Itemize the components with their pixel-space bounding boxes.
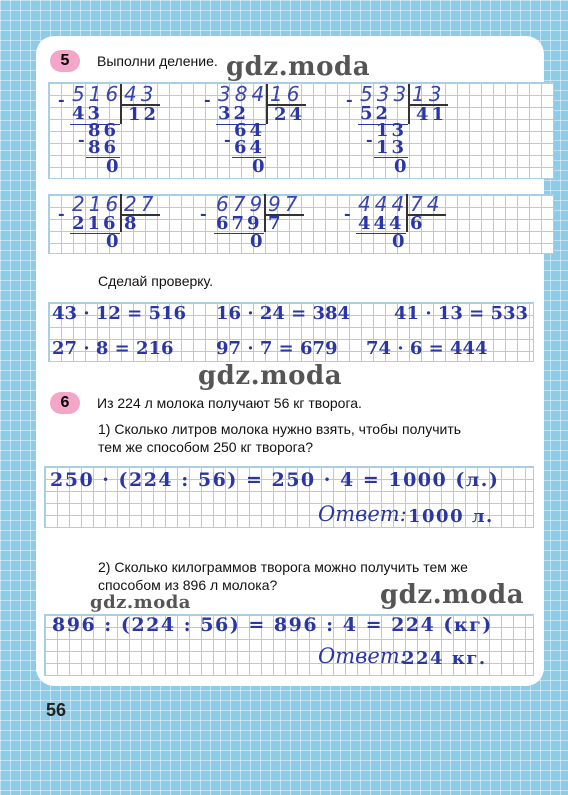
division-3-step2: 13 — [376, 120, 408, 141]
division-2-dividend: 384 — [218, 82, 269, 106]
division-1-divisor: 43 — [124, 82, 158, 106]
division-5-divisor: 97 — [268, 192, 302, 216]
division-6-step1: 444 — [358, 213, 405, 234]
division-6-divisor: 74 — [410, 192, 444, 216]
task-6-question-1-line-1: 1) Сколько литров молока нужно взять, чтобы получить — [98, 421, 462, 437]
page-number: 56 — [46, 700, 67, 720]
division-2-divisor: 16 — [270, 82, 304, 106]
task-5-title: Выполни деление. — [97, 53, 218, 69]
solution-2: 896 : (224 : 56) = 896 : 4 = 224 (кг) — [52, 614, 493, 636]
division-1-quotient: 12 — [128, 104, 160, 125]
task-6-question-1-line-2: тем же способом 250 кг творога? — [98, 439, 314, 455]
division-4-bar — [120, 194, 122, 232]
division-2-step3: 64 — [234, 137, 266, 158]
division-2-step1: 32 — [218, 103, 250, 124]
division-6-quotient: 6 — [410, 213, 423, 234]
division-6-minus: - — [344, 204, 351, 223]
check-5: 97 · 7 = 679 — [216, 338, 338, 359]
answer-1-label: Ответ: — [318, 502, 407, 526]
division-6-remainder: 0 — [392, 231, 405, 252]
division-5-remainder: 0 — [250, 231, 263, 252]
division-4-step1: 216 — [72, 213, 119, 234]
division-6-bar — [406, 194, 408, 232]
division-3-divisor: 13 — [412, 82, 446, 106]
watermark-4: gdz.moda — [380, 580, 525, 610]
division-4-minus: - — [58, 204, 65, 223]
check-4: 27 · 8 = 216 — [52, 338, 174, 359]
check-2: 16 · 24 = 384 — [216, 303, 351, 324]
division-2-step2: 64 — [234, 120, 266, 141]
division-1-minus-2: - — [78, 130, 85, 149]
division-2-minus: - — [204, 90, 211, 109]
division-1-step3: 86 — [88, 137, 120, 158]
check-6: 74 · 6 = 444 — [366, 338, 488, 359]
division-5-bar — [264, 194, 266, 232]
division-6-dividend: 444 — [358, 192, 409, 216]
division-5-step1: 679 — [216, 213, 263, 234]
division-1-step2: 86 — [88, 120, 120, 141]
answer-2-label: Ответ: — [318, 644, 407, 668]
division-3-dividend: 533 — [360, 82, 411, 106]
division-3-quotient: 41 — [416, 104, 448, 125]
division-3-step1: 52 — [360, 103, 392, 124]
watermark-2: gdz.moda — [198, 361, 343, 391]
division-4-divisor: 27 — [124, 192, 158, 216]
task-6-question-2-line-2: способом из 896 л молока? — [98, 577, 278, 593]
task-6-badge: 6 — [50, 392, 80, 414]
division-5-quotient: 7 — [268, 213, 281, 234]
division-3-minus-2: - — [366, 130, 373, 149]
division-4-quotient: 8 — [124, 213, 137, 234]
division-4-dividend: 216 — [72, 192, 123, 216]
division-1-step1: 43 — [72, 103, 104, 124]
division-1-dividend: 516 — [72, 82, 123, 106]
division-3-remainder: 0 — [394, 156, 407, 177]
watermark-3: gdz.moda — [90, 592, 191, 613]
task-6-intro: Из 224 л молока получают 56 кг творога. — [97, 395, 362, 411]
check-3: 41 · 13 = 533 — [394, 303, 529, 324]
division-2-remainder: 0 — [252, 156, 265, 177]
division-1-minus: - — [58, 90, 65, 109]
division-2-quotient: 24 — [274, 104, 306, 125]
division-5-minus: - — [200, 204, 207, 223]
division-5-dividend: 679 — [216, 192, 267, 216]
task-6-question-2-line-1: 2) Сколько килограммов творога можно получить тем же — [98, 559, 468, 575]
check-1: 43 · 12 = 516 — [52, 303, 187, 324]
division-1-remainder: 0 — [106, 156, 119, 177]
answer-2-value: 224 кг. — [402, 648, 487, 669]
task-5-badge: 5 — [50, 50, 80, 72]
answer-1-value: 1000 л. — [408, 506, 494, 527]
watermark-1: gdz.moda — [226, 52, 371, 82]
division-2-minus-2: - — [224, 130, 231, 149]
division-4-remainder: 0 — [106, 231, 119, 252]
division-3-step3: 13 — [376, 137, 408, 158]
check-title: Сделай проверку. — [98, 273, 214, 289]
division-3-minus: - — [346, 90, 353, 109]
solution-1: 250 · (224 : 56) = 250 · 4 = 1000 (л.) — [50, 469, 500, 491]
